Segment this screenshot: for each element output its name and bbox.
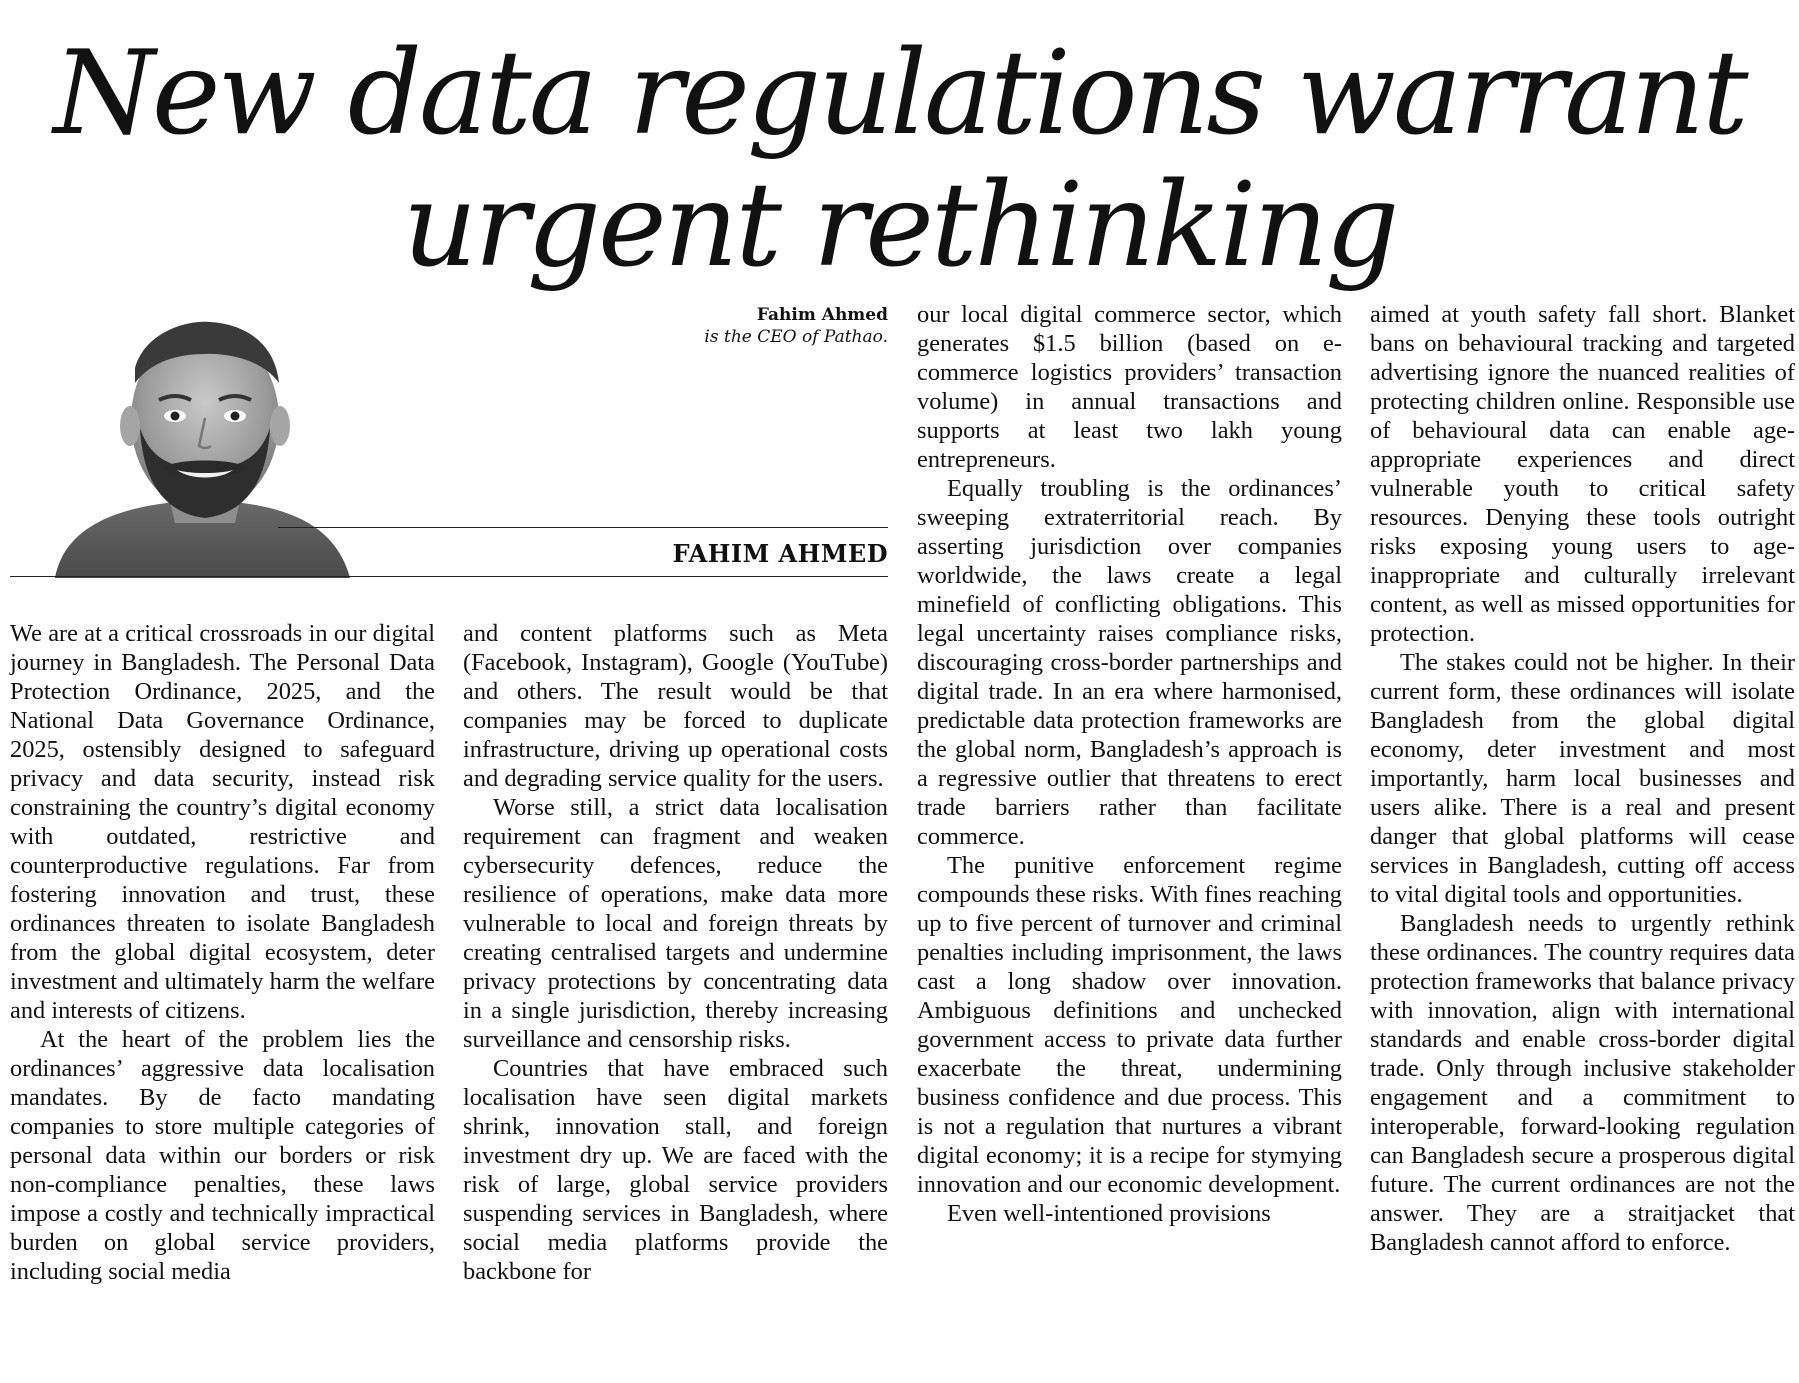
- article-column-2: [463, 619, 888, 1286]
- article-column-1: [10, 619, 435, 1286]
- paragraph: The punitive enforcement regime compounds these risks. With fines reaching up to five percent of turnover and criminal penalties including imprisonment, the laws cast a long shadow over innovation. Ambiguous definitions and unchecked government access to private data further exacerbate the threat, undermining business confidence and due process. This is not a regulation that nurtures a vibrant digital economy; it is a recipe for stymying innovation and our economic development.: [917, 852, 1342, 1198]
- paragraph: We are at a critical crossroads in our digital journey in Bangladesh. The Personal Data Protection Ordinance, 2025, and the National Data Governance Ordinance, 2025, ostensibly designed to safeguard privacy and data security, instead risk constraining the country’s digital economy with outdated, restrictive and counterproductive regulations. Far from fostering innovation and trust, these ordinances threaten to isolate Bangladesh from the global digital ecosystem, deter investment and ultimately harm the welfare and interests of citizens.: [10, 620, 435, 1024]
- paragraph: and content platforms such as Meta (Facebook, Instagram), Google (YouTube) and others. The result would be that companies may be forced to duplicate infrastructure, driving up operational costs and degrading service quality for the users.: [463, 620, 888, 792]
- article-column-3: [917, 300, 1342, 1228]
- paragraph: our local digital commerce sector, which generates $1.5 billion (based on e-commerce logistics providers’ transaction volume) in annual transactions and supports at least two lakh young entrepreneurs.: [917, 301, 1342, 473]
- paragraph: Worse still, a strict data localisation requirement can fragment and weaken cybersecurity defences, reduce the resilience of operations, make data more vulnerable to local and foreign threats by creating centralised targets and undermine privacy protections by concentrating data in a single jurisdiction, thereby increasing surveillance and censorship risks.: [463, 794, 888, 1053]
- headline: [0, 28, 1799, 292]
- author-block: [10, 298, 888, 578]
- paragraph: The stakes could not be higher. In their current form, these ordinances will isolate Bangladesh from the global digital economy, deter investment and most importantly, harm local businesses and users alike. There is a real and present danger that global platforms will cease services in Bangladesh, cutting off access to vital digital tools and opportunities.: [1370, 649, 1795, 908]
- paragraph: Countries that have embraced such localisation have seen digital markets shrink, innovation stall, and foreign investment dry up. We are faced with the risk of large, global service providers suspending services in Bangladesh, where social media platforms provide the backbone for: [463, 1055, 888, 1285]
- paragraph: Bangladesh needs to urgently rethink these ordinances. The country requires data protection frameworks that balance privacy with innovation, align with international standards and enable cross-border digital trade. Only through inclusive stakeholder engagement and a commitment to interoperable, forward-looking regulation can Bangladesh secure a prosperous digital future. The current ordinances are not the answer. They are a straitjacket that Bangladesh cannot afford to enforce.: [1370, 910, 1795, 1256]
- author-portrait: [35, 308, 375, 578]
- headline-line-2: urgent rethinking: [402, 158, 1397, 293]
- paragraph: aimed at youth safety fall short. Blanket bans on behavioural tracking and targeted advertising ignore the nuanced realities of protecting children online. Responsible use of behavioural data can enable age-appropriate experiences and direct vulnerable youth to critical safety resources. Denying these tools outright risks exposing young users to age-inappropriate and culturally irrelevant content, as well as missed opportunities for protection.: [1370, 301, 1795, 647]
- paragraph: Equally troubling is the ordinances’ sweeping extraterritorial reach. By asserting jurisdiction over companies worldwide, the laws create a legal minefield of conflicting obligations. This legal uncertainty raises compliance risks, discouraging cross-border partnerships and digital trade. In an era where harmonised, predictable data protection frameworks are the global norm, Bangladesh’s approach is a regressive outlier that threatens to erect trade barriers rather than facilitate commerce.: [917, 475, 1342, 850]
- paragraph: At the heart of the problem lies the ordinances’ aggressive data localisation mandates. By de facto mandating companies to store multiple categories of personal data within our borders or risk non-compliance penalties, these laws impose a costly and technically impractical burden on global service providers, including social media: [10, 1026, 435, 1285]
- divider: [10, 576, 888, 577]
- paragraph: Even well-intentioned provisions: [947, 1200, 1271, 1227]
- article-column-4: [1370, 300, 1795, 1257]
- byline-name: Fahim Ahmed: [756, 305, 888, 325]
- byline-credit: [704, 304, 888, 348]
- author-name-caps: FAHIM AHMED: [672, 539, 888, 568]
- headline-line-1: New data regulations warrant: [53, 26, 1746, 161]
- author-portrait-drawing: [35, 308, 375, 578]
- divider: [278, 527, 888, 528]
- byline-role: is the CEO of Pathao.: [704, 327, 888, 347]
